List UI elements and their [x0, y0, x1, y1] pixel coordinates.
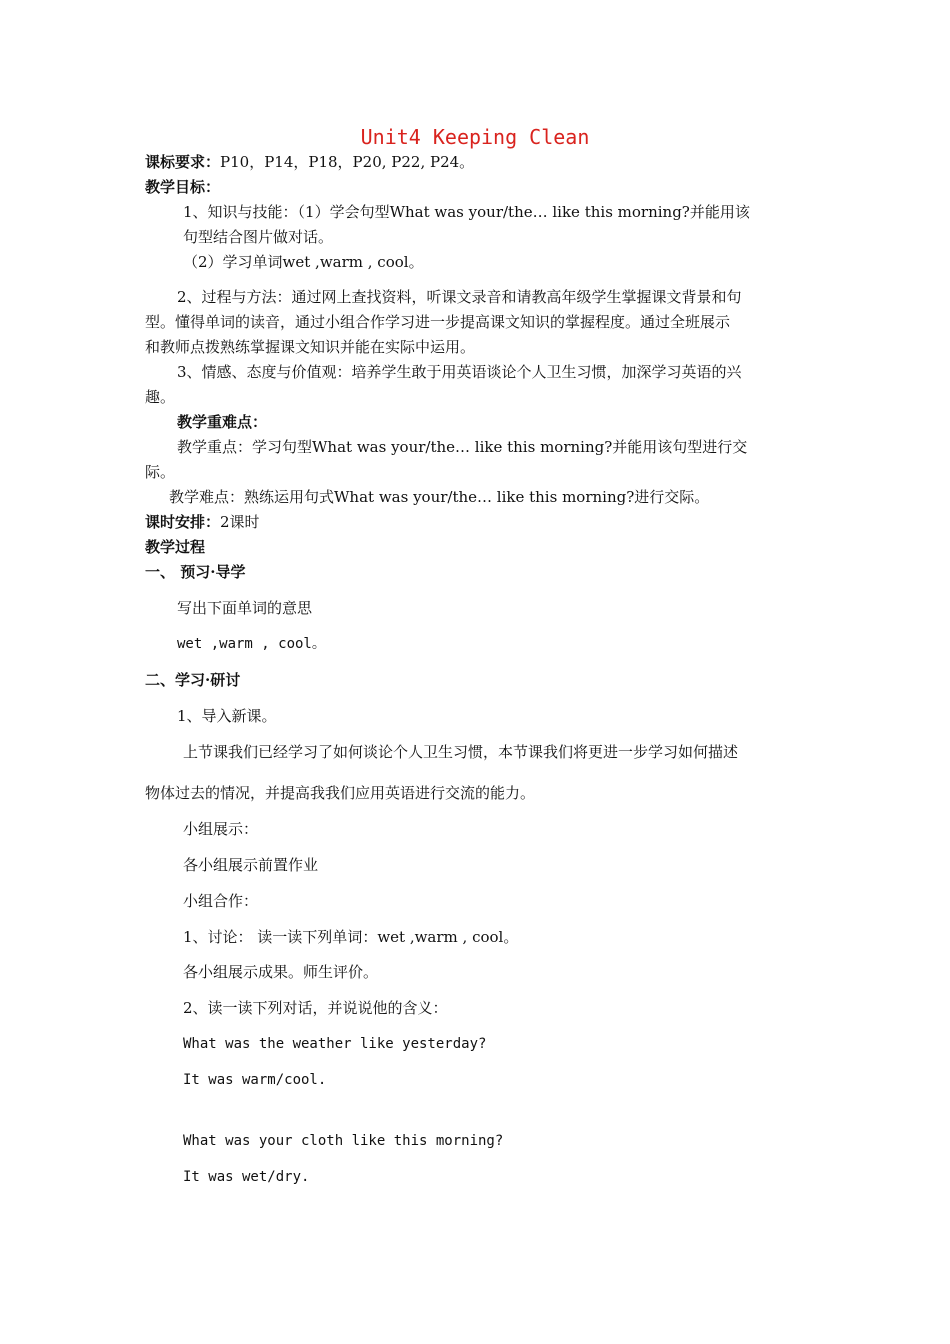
section-one-heading: 一、 预习·导学	[145, 563, 246, 581]
lead-in-heading: 1、导入新课。	[177, 707, 277, 725]
goal-process-line-1: 2、过程与方法：通过网上查找资料，听课文录音和请教高年级学生掌握课文背景和句	[177, 288, 742, 306]
curriculum-requirement	[145, 152, 474, 172]
preview-instruction: 写出下面单词的意思	[177, 599, 313, 617]
curriculum-requirement-text: P10，P14，P18，P20, P22, P24。	[220, 153, 475, 171]
dialogue-line-2: It was warm/cool.	[183, 1072, 327, 1088]
lead-in-text-line-2: 物体过去的情况，并提高我我们应用英语进行交流的能力。	[145, 784, 536, 802]
group-result-text: 各小组展示成果。师生评价。	[183, 963, 379, 981]
teaching-process-heading: 教学过程	[145, 538, 206, 556]
curriculum-requirement-label: 课标要求：	[145, 153, 221, 171]
key-point-line-1: 教学重点：学习句型What was your/the… like this morning?并能用该句型进行交	[177, 438, 748, 456]
group-show-text: 各小组展示前置作业	[183, 856, 319, 874]
dialogue-instruction: 2、读一读下列对话，并说说他的含义：	[183, 999, 448, 1017]
difficult-point: 教学难点：熟练运用句式What was your/the… like this morning?进行交际。	[169, 488, 710, 506]
class-hours-text: 2课时	[220, 513, 260, 531]
key-point-line-2: 际。	[145, 463, 176, 481]
goal-knowledge-words: （2）学习单词wet ,warm , cool。	[183, 253, 424, 271]
goal-knowledge-line-2: 句型结合图片做对话。	[183, 228, 334, 246]
goal-attitude-line-1: 3、情感、态度与价值观：培养学生敢于用英语谈论个人卫生习惯，加深学习英语的兴	[177, 363, 742, 381]
group-show-label: 小组展示：	[183, 820, 259, 838]
dialogue-line-1: What was the weather like yesterday?	[183, 1036, 487, 1052]
teaching-goals-heading: 教学目标：	[145, 178, 221, 196]
class-hours	[145, 512, 260, 532]
document-title: Unit4 Keeping Clean	[360, 125, 590, 149]
section-two-heading: 二、学习·研讨	[145, 671, 241, 689]
dialogue-line-4: It was wet/dry.	[183, 1169, 310, 1185]
goal-attitude-line-2: 趣。	[145, 388, 176, 406]
dialogue-line-3: What was your cloth like this morning?	[183, 1133, 504, 1149]
group-cooperation-label: 小组合作：	[183, 892, 259, 910]
goal-knowledge-line-1: 1、知识与技能：（1）学会句型What was your/the… like this morning?并能用该	[183, 203, 750, 221]
lead-in-text-line-1: 上节课我们已经学习了如何谈论个人卫生习惯，本节课我们将更进一步学习如何描述	[183, 743, 739, 761]
class-hours-label: 课时安排：	[145, 513, 221, 531]
discussion-item: 1、讨论： 读一读下列单词：wet ,warm , cool。	[183, 928, 519, 946]
key-difficult-heading: 教学重难点：	[177, 413, 268, 431]
goal-process-line-2: 型。懂得单词的读音，通过小组合作学习进一步提高课文知识的掌握程度。通过全班展示	[145, 313, 731, 331]
goal-process-line-3: 和教师点拨熟练掌握课文知识并能在实际中运用。	[145, 338, 476, 356]
preview-words: wet ,warm , cool。	[177, 636, 326, 652]
